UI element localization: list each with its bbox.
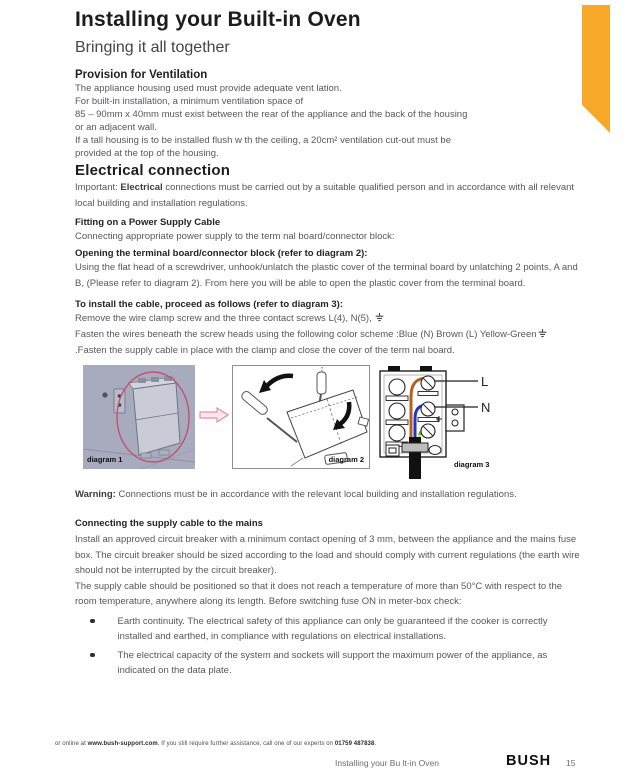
list-item — [75, 648, 580, 678]
diagram-3-label: diagram 3 — [454, 460, 490, 469]
support-contact-line — [55, 741, 376, 747]
page-subtitle: Bringing it all together — [75, 39, 230, 56]
opening-text: Using the flat head of a screwdriver, unhook/unlatch the plastic cover of the terminal board by unlatching 2 points, A and B, (Please refer to diagram 2). From here you will be able to open the plastic cover from the terminal board. — [75, 262, 578, 289]
footer-doc-title: Installing your Bu lt-in Oven — [335, 758, 439, 768]
orange-ribbon-accent — [582, 5, 610, 133]
list-item — [75, 614, 580, 644]
ventilation-line: For built-in installation, a minimum ventilation space of — [75, 96, 304, 107]
terminal-board-3d-illustration — [83, 365, 195, 469]
mains-para-1: Install an approved circuit breaker with a minimum contact opening of 3 mm, between the appliance and the mains fuse box. The circuit breaker should be sized according to the load and should comply with current regulations (the earth wire should not be interrupted by the circuit breaker). — [75, 534, 580, 576]
brand-logo: BUSH — [506, 753, 552, 769]
support-mid: . If you still require further assistance, call one of our experts on — [157, 741, 335, 747]
ventilation-body — [75, 82, 580, 160]
important-bold-word: Electrical — [120, 182, 163, 193]
bullet-text: The electrical capacity of the system and sockets will support the maximum power of the appliance, as indicated on the data plate. — [117, 649, 548, 676]
bullet-icon — [90, 619, 95, 624]
earth-ground-icon — [375, 313, 384, 322]
ventilation-line: If a tall housing is to be installed flush w th the ceiling, a 20cm² ventilation cut-out must be — [75, 135, 451, 146]
bullet-text: Earth continuity. The electrical safety of this appliance can only be guaranteed if the cooker is correctly installed and earthed, in compliance with regulations on electrical installations. — [117, 615, 548, 642]
ventilation-line: provided at the top of the housing. — [75, 148, 219, 159]
install-step-2-text-a: Fasten the wires beneath the screw heads using the following color scheme :Blue (N) Brown (L) Yellow-Green — [75, 329, 537, 340]
opening-heading: Opening the terminal board/connector block (refer to diagram 2): — [75, 248, 368, 259]
mains-para-2: The supply cable should be positioned so that it does not reach a temperature of more than 50°C with respect to the room temperature, anywhere along its length. Before switching fuse ON in meter-box check: — [75, 580, 563, 607]
diagram-3-image — [378, 365, 533, 481]
ventilation-heading: Provision for Ventilation — [75, 69, 208, 81]
live-wire-label: L — [481, 374, 489, 389]
electrical-important-note — [75, 180, 580, 212]
fitting-text: Connecting appropriate power supply to the term nal board/connector block: — [75, 231, 395, 242]
support-phone: 01759 487838 — [334, 741, 375, 747]
warning-label: Warning: — [75, 489, 116, 500]
important-label: Important: — [75, 182, 118, 193]
install-step-1-text: Remove the wire clamp screw and the three contact screws L(4), N(5), — [75, 313, 372, 324]
diagram-1-label: diagram 1 — [87, 455, 123, 464]
cover-unlatch-illustration — [233, 366, 369, 468]
support-suffix: . — [374, 741, 377, 747]
warning-text: Connections must be in accordance with the relevant local building and installation regulations. — [118, 489, 517, 500]
neutral-wire-label: N — [481, 400, 491, 415]
support-prefix: or online at — [55, 741, 88, 747]
diagram-2-image — [232, 365, 370, 469]
page-number: 15 — [566, 758, 576, 768]
ventilation-line: or an adjacent wall. — [75, 122, 157, 133]
diagram-row — [75, 365, 580, 481]
fitting-heading: Fitting on a Power Supply Cable — [75, 217, 221, 228]
diagram-1-image — [83, 365, 195, 469]
ventilation-line: The appliance housing used must provide adequate vent lation. — [75, 83, 342, 94]
earth-ground-icon — [538, 329, 547, 338]
page-content — [75, 8, 580, 678]
diagram-2-label: diagram 2 — [328, 455, 364, 464]
install-heading: To install the cable, proceed as follows (refer to diagram 3): — [75, 299, 343, 310]
support-url: www.bush-support.com — [87, 741, 158, 747]
electrical-heading: Electrical connection — [75, 162, 231, 179]
bullet-icon — [90, 653, 95, 658]
install-step-2 — [75, 327, 580, 359]
install-step-2-text-b: .Fasten the supply cable in place with the clamp and close the cover of the term nal board. — [75, 345, 455, 356]
ventilation-line: 85 – 90mm x 40mm must exist between the rear of the appliance and the back of the housing — [75, 109, 468, 120]
pink-arrow-icon — [199, 407, 229, 428]
mains-heading: Connecting the supply cable to the mains — [75, 518, 263, 529]
important-text: connections must be carried out by a suitable qualified person and in accordance with all relevant local building and installation regulations. — [75, 182, 575, 209]
warning-note — [75, 487, 580, 503]
checklist — [75, 614, 580, 678]
page-title: Installing your Built-in Oven — [75, 8, 361, 31]
install-step-1 — [75, 311, 580, 327]
